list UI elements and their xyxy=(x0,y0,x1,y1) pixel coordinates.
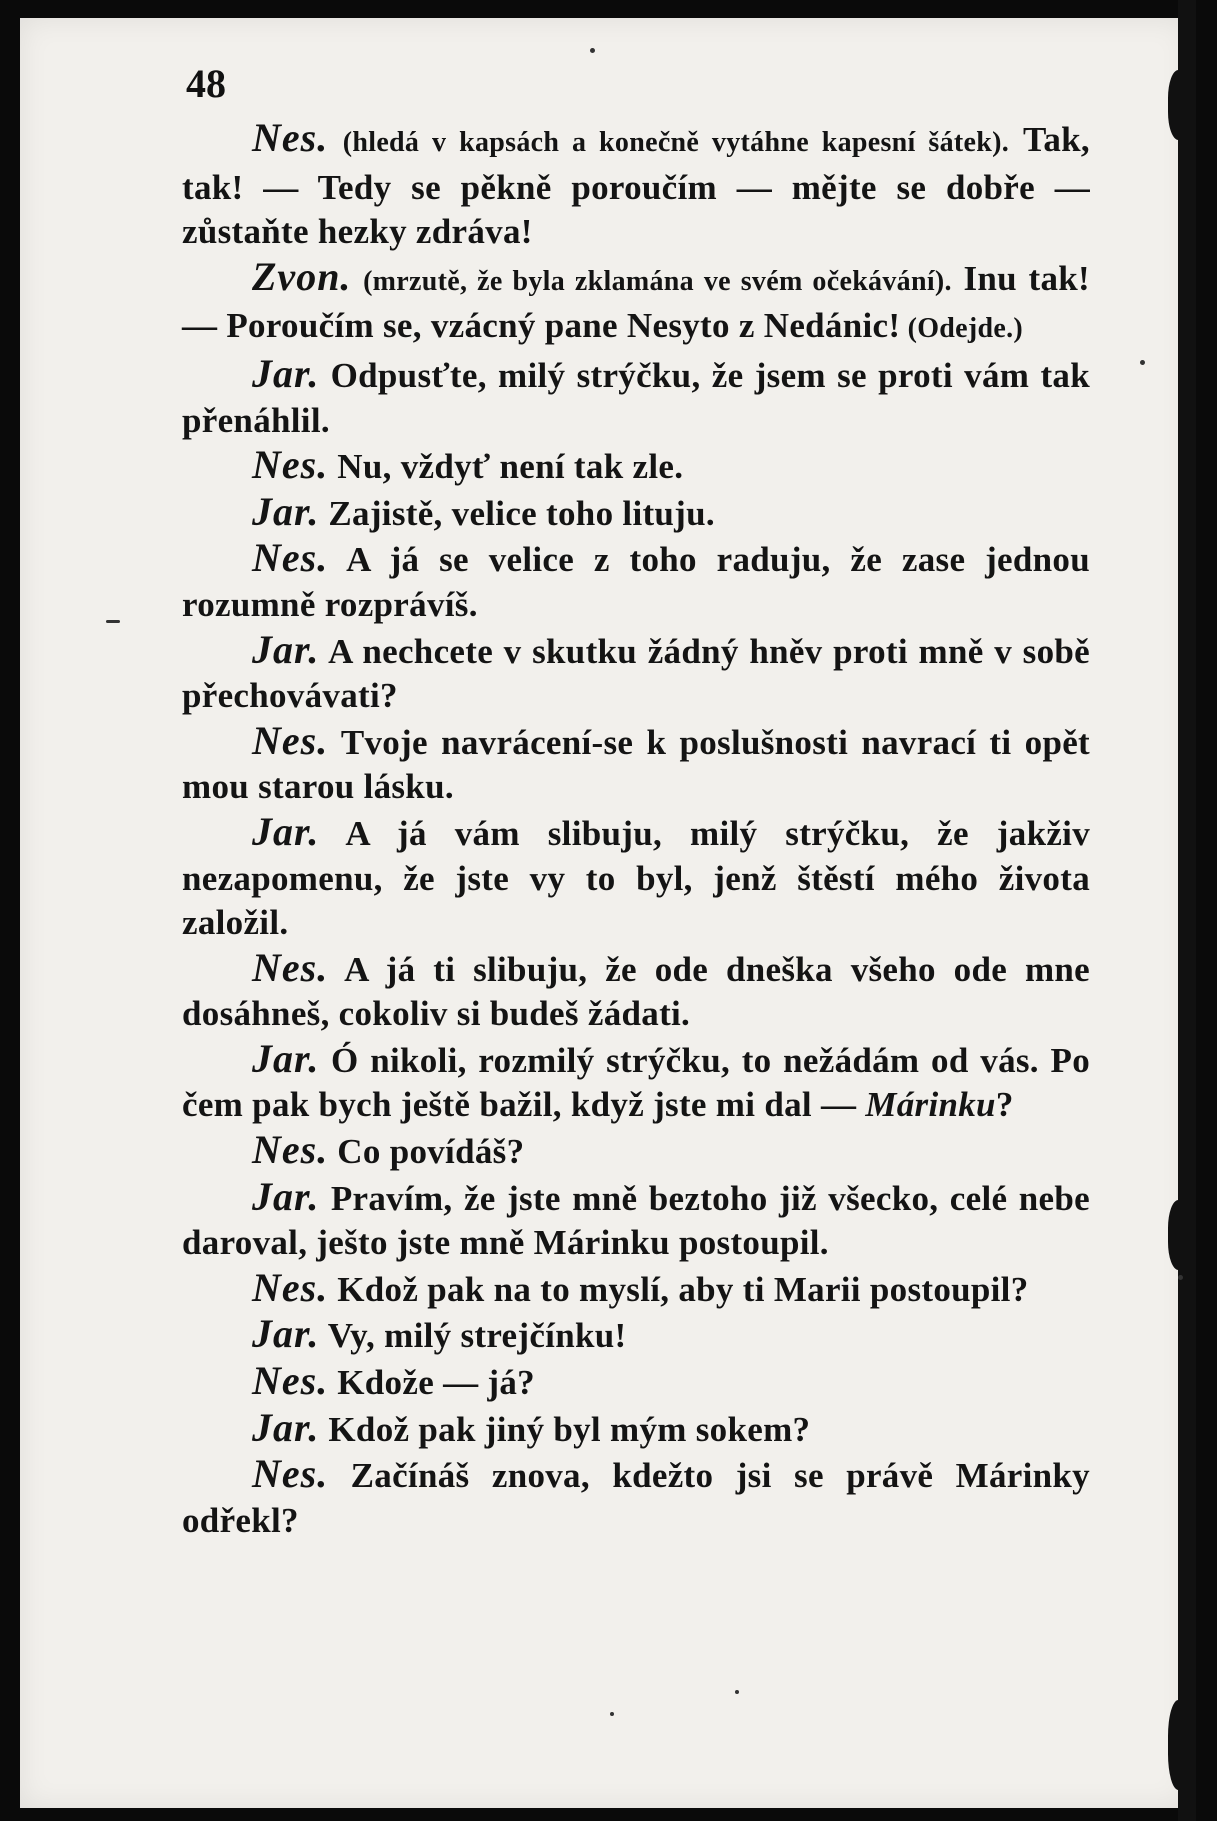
dialogue-line: Nu, vždyť není tak zle. xyxy=(328,447,684,487)
dialogue-paragraph xyxy=(182,810,1090,946)
stage-direction: (Odejde.) xyxy=(900,313,1024,345)
dialogue-paragraph xyxy=(182,1128,1090,1175)
dialogue-line: A já ti slibuju, že ode dneška všeho ode mne dosáhneš, cokoliv si budeš žádati. xyxy=(182,949,1090,1034)
speaker-name: Nes. xyxy=(252,717,329,763)
dialogue-line: Inu tak! — Poroučím se, vzácný pane Nesyto z Nedánic! xyxy=(182,258,1090,346)
dialogue-line: A nechcete v skutku žádný hněv proti mně v sobě přechovávati? xyxy=(182,631,1090,716)
dialogue-line: Tak, tak! — Tedy se pěkně poroučím — mějte se dobře — zůstaňte hezky zdráva! xyxy=(182,120,1090,252)
speaker-name: Nes. xyxy=(252,1451,329,1497)
dialogue-paragraph xyxy=(182,443,1090,490)
dialogue-paragraph xyxy=(182,352,1090,443)
dialogue-line: Kdož pak jiný byl mým sokem? xyxy=(319,1409,811,1449)
page-edge-shadow xyxy=(1178,0,1196,1821)
print-speck xyxy=(1140,360,1145,365)
dialogue-paragraph xyxy=(182,719,1090,810)
dialogue-line: A já vám slibuju, milý strýčku, že jakživ nezapomenu, že jste vy to byl, jenž štěstí mého života založil. xyxy=(182,813,1090,943)
stage-direction: (mrzutě, že byla zklamána ve svém očekávání). xyxy=(363,265,952,297)
dialogue-line: Kdože — já? xyxy=(328,1363,535,1403)
dialogue-line: Začínáš znova, kdežto jsi se právě Márinky odřekl? xyxy=(182,1456,1090,1540)
stage-direction: (hledá v kapsách a konečně vytáhne kapesní šátek). xyxy=(342,127,1010,158)
dialogue-text xyxy=(182,116,1090,1543)
dialogue-paragraph xyxy=(182,946,1090,1037)
speaker-name: Nes. xyxy=(252,1127,329,1173)
dialogue-line: Odpusťte, milý strýčku, že jsem se proti vám tak přenáhlil. xyxy=(182,355,1090,440)
dialogue-paragraph xyxy=(182,1175,1090,1266)
dialogue-line: Vy, milý strejčínku! xyxy=(319,1316,627,1356)
speaker-name: Jar. xyxy=(252,1173,320,1219)
speaker-name: Jar. xyxy=(252,808,320,854)
dialogue-paragraph xyxy=(182,116,1090,255)
dialogue-line: Tvoje navrácení-se k poslušnosti navrací ti opět mou starou lásku. xyxy=(182,722,1090,807)
dialogue-line: Co povídáš? xyxy=(328,1132,525,1172)
dialogue-line: Pravím, že jste mně beztoho již všecko, celé nebe daroval, ješto jste mně Márinku postoupil. xyxy=(182,1178,1090,1263)
dialogue-paragraph xyxy=(182,536,1090,627)
dialogue-paragraph xyxy=(182,1266,1090,1313)
emphasized-name: Márinku xyxy=(865,1085,996,1125)
speaker-name: Nes. xyxy=(252,115,329,160)
print-speck xyxy=(610,1712,614,1716)
dialogue-paragraph xyxy=(182,1452,1090,1543)
print-speck xyxy=(735,1690,739,1694)
speaker-name: Nes. xyxy=(252,944,329,990)
dialogue-paragraph xyxy=(182,1359,1090,1406)
page-number: 48 xyxy=(186,61,226,106)
print-speck xyxy=(1178,1275,1183,1280)
speaker-name: Jar. xyxy=(252,488,320,534)
speaker-name: Jar. xyxy=(252,1404,320,1450)
print-speck xyxy=(106,620,120,623)
dialogue-paragraph xyxy=(182,255,1090,352)
dialogue-paragraph xyxy=(182,1037,1090,1128)
speaker-name: Nes. xyxy=(252,535,329,581)
dialogue-paragraph xyxy=(182,628,1090,719)
speaker-name: Jar. xyxy=(252,350,320,396)
dialogue-line: Zajistě, velice toho lituju. xyxy=(319,493,715,533)
dialogue-paragraph xyxy=(182,490,1090,537)
speaker-name: Zvon. xyxy=(252,253,352,299)
edge-notch xyxy=(1168,70,1194,140)
print-speck xyxy=(590,48,595,53)
edge-notch xyxy=(1168,1700,1194,1790)
dialogue-paragraph xyxy=(182,1406,1090,1453)
dialogue-line: Ó nikoli, rozmilý strýčku, to nežádám od vás. Po čem pak bych ještě bažil, když jste mi dal — xyxy=(182,1040,1090,1125)
dialogue-line: A já se velice z toho raduju, že zase jednou rozumně rozprávíš. xyxy=(182,540,1090,624)
dialogue-line: ? xyxy=(995,1085,1014,1125)
dialogue-line: Kdož pak na to myslí, aby ti Marii postoupil? xyxy=(328,1269,1029,1309)
dialogue-paragraph xyxy=(182,1312,1090,1359)
speaker-name: Jar. xyxy=(252,1311,320,1357)
speaker-name: Nes. xyxy=(252,1264,329,1310)
speaker-name: Jar. xyxy=(252,1035,320,1081)
edge-notch xyxy=(1168,1200,1194,1270)
speaker-name: Nes. xyxy=(252,442,329,488)
speaker-name: Nes. xyxy=(252,1358,329,1404)
speaker-name: Jar. xyxy=(252,626,320,672)
